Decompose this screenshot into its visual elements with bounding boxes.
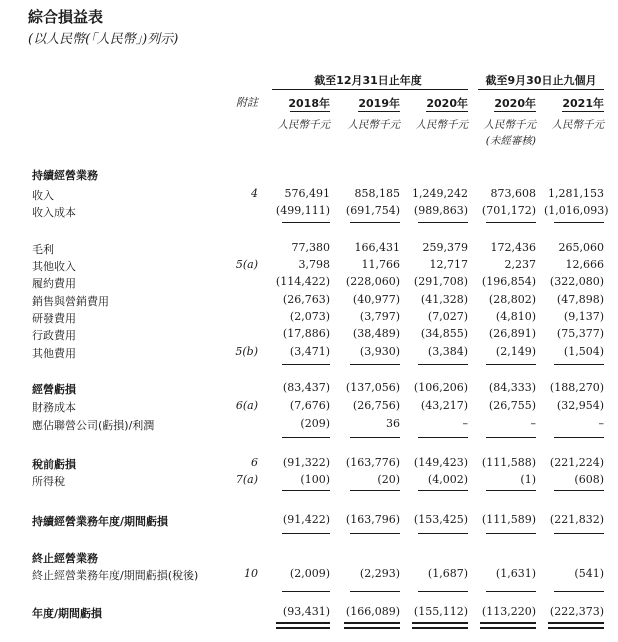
column-year-rule: [426, 111, 468, 112]
subtotal-rule: [418, 364, 468, 365]
total-double-rule: [548, 627, 604, 629]
row-value: (111,588): [481, 456, 536, 469]
total-double-rule: [276, 627, 330, 629]
subtotal-rule: [350, 591, 400, 592]
column-year-rule: [562, 111, 604, 112]
row-value: (209): [300, 417, 330, 430]
row-value: –: [462, 417, 468, 430]
row-value: 873,608: [490, 187, 536, 200]
subtotal-rule: [418, 437, 468, 438]
table-row: [0, 399, 618, 415]
subtotal-rule: [486, 437, 536, 438]
row-label: 終止經營業務: [32, 552, 98, 565]
column-unit-3: 人民幣千元: [415, 119, 468, 131]
total-double-rule: [412, 622, 468, 624]
row-label: 所得稅: [32, 475, 65, 488]
row-value: (28,802): [488, 293, 536, 306]
row-value: (4,810): [495, 310, 536, 323]
column-unaudited-note: (未經審核): [485, 135, 536, 147]
row-label: 研發費用: [32, 312, 76, 325]
row-label: 稅前虧損: [32, 458, 76, 471]
row-note: 4: [251, 187, 258, 200]
row-label: 財務成本: [32, 401, 76, 414]
row-label: 收入成本: [32, 206, 76, 219]
row-value: (41,328): [420, 293, 468, 306]
total-double-rule: [412, 627, 468, 629]
row-label: 應佔聯營公司(虧損)/利潤: [32, 419, 155, 432]
subtotal-rule: [418, 591, 468, 592]
row-value: (2,293): [359, 567, 400, 580]
table-row: [0, 381, 618, 397]
row-value: (221,832): [549, 513, 604, 526]
row-value: (83,437): [282, 381, 330, 394]
row-value: (3,471): [289, 345, 330, 358]
row-note: 7(a): [235, 473, 258, 486]
row-label: 年度/期間虧損: [32, 607, 103, 620]
row-value: (155,112): [413, 605, 468, 618]
subtotal-rule: [282, 364, 330, 365]
column-year-2: 2019年: [358, 97, 400, 110]
row-value: 1,281,153: [548, 187, 604, 200]
row-value: (322,080): [549, 275, 604, 288]
row-value: 172,436: [490, 241, 536, 254]
row-value: (32,954): [556, 399, 604, 412]
row-value: (188,270): [549, 381, 604, 394]
row-value: (26,755): [488, 399, 536, 412]
row-value: 259,379: [422, 241, 468, 254]
row-label: 行政費用: [32, 329, 76, 342]
row-value: (2,073): [289, 310, 330, 323]
row-label: 收入: [32, 189, 54, 202]
row-label: 終止經營業務年度/期間虧損(稅後): [32, 569, 199, 582]
row-value: (1,016,093): [544, 204, 609, 217]
row-value: 11,766: [361, 258, 400, 271]
row-value: 576,491: [284, 187, 330, 200]
row-label: 其他收入: [32, 260, 76, 273]
subtotal-rule: [418, 222, 468, 223]
table-row: [0, 327, 618, 343]
table-row: [0, 275, 618, 291]
row-value: 12,717: [429, 258, 468, 271]
table-row: [0, 187, 618, 203]
row-value: (163,796): [345, 513, 400, 526]
row-value: (1,504): [563, 345, 604, 358]
column-unit-4: 人民幣千元: [483, 119, 536, 131]
table-row: [0, 345, 618, 361]
table-row: [0, 567, 618, 583]
row-value: (47,898): [556, 293, 604, 306]
group-header-ninemonth: 截至9月30日止九個月: [485, 74, 597, 87]
column-unit-1: 人民幣千元: [277, 119, 330, 131]
table-row: [0, 456, 618, 472]
row-value: (91,322): [282, 456, 330, 469]
table-row: [0, 513, 618, 529]
row-value: (9,137): [563, 310, 604, 323]
table-row: [0, 258, 618, 274]
row-value: 3,798: [298, 258, 330, 271]
column-unit-5: 人民幣千元: [551, 119, 604, 131]
group-header-ninemonth-rule: [478, 89, 604, 90]
row-label: 其他費用: [32, 347, 76, 360]
row-value: (93,431): [282, 605, 330, 618]
row-value: (153,425): [413, 513, 468, 526]
row-value: (989,863): [413, 204, 468, 217]
row-value: (1,687): [427, 567, 468, 580]
row-label: 銷售與營銷費用: [32, 295, 109, 308]
row-note: 10: [244, 567, 258, 580]
subtotal-rule: [486, 490, 536, 491]
subtotal-rule: [282, 533, 330, 534]
row-value: 77,380: [291, 241, 330, 254]
subtotal-rule: [350, 437, 400, 438]
subtotal-rule: [350, 364, 400, 365]
total-double-rule: [276, 622, 330, 624]
row-value: (149,423): [413, 456, 468, 469]
row-value: (111,589): [481, 513, 536, 526]
row-value: (113,220): [481, 605, 536, 618]
row-value: 2,237: [504, 258, 536, 271]
row-value: (38,489): [352, 327, 400, 340]
row-value: (26,756): [352, 399, 400, 412]
subtotal-rule: [486, 364, 536, 365]
subtotal-rule: [282, 490, 330, 491]
statement-subtitle: (以人民幣(「人民幣」)列示): [28, 32, 179, 47]
column-unit-2: 人民幣千元: [347, 119, 400, 131]
column-year-rule: [358, 111, 400, 112]
row-value: (75,377): [556, 327, 604, 340]
subtotal-rule: [554, 490, 604, 491]
row-value: (26,891): [488, 327, 536, 340]
subtotal-rule: [486, 591, 536, 592]
group-header-year: 截至12月31日止年度: [314, 74, 422, 87]
subtotal-rule: [486, 533, 536, 534]
subtotal-rule: [554, 222, 604, 223]
subtotal-rule: [282, 591, 330, 592]
column-year-rule: [494, 111, 536, 112]
row-value: (163,776): [345, 456, 400, 469]
row-value: (2,149): [495, 345, 536, 358]
subtotal-rule: [554, 437, 604, 438]
row-value: (701,172): [481, 204, 536, 217]
subtotal-rule: [282, 437, 330, 438]
row-value: (1): [520, 473, 536, 486]
table-row: [0, 417, 618, 433]
row-value: (222,373): [549, 605, 604, 618]
row-label: 持續經營業務年度/期間虧損: [32, 515, 169, 528]
column-year-1: 2018年: [288, 97, 330, 110]
subtotal-rule: [350, 490, 400, 491]
row-label: 履約費用: [32, 277, 76, 290]
row-value: (100): [300, 473, 330, 486]
subtotal-rule: [554, 591, 604, 592]
total-double-rule: [480, 627, 536, 629]
row-value: (106,206): [413, 381, 468, 394]
row-value: –: [598, 417, 604, 430]
row-value: (7,027): [427, 310, 468, 323]
row-value: (34,855): [420, 327, 468, 340]
row-value: 36: [386, 417, 400, 430]
total-double-rule: [344, 627, 400, 629]
row-label: 毛利: [32, 243, 54, 256]
row-value: (196,854): [481, 275, 536, 288]
total-double-rule: [480, 622, 536, 624]
table-row: [0, 293, 618, 309]
row-label: 經營虧損: [32, 383, 76, 396]
row-value: (608): [574, 473, 604, 486]
row-value: (3,930): [359, 345, 400, 358]
row-value: 858,185: [354, 187, 400, 200]
total-double-rule: [344, 622, 400, 624]
row-value: 265,060: [558, 241, 604, 254]
row-note: 6(a): [235, 399, 258, 412]
row-label: 持續經營業務: [32, 169, 98, 182]
row-value: 12,666: [565, 258, 604, 271]
row-value: (137,056): [345, 381, 400, 394]
row-value: (40,977): [352, 293, 400, 306]
column-year-5: 2021年: [562, 97, 604, 110]
column-year-3: 2020年: [426, 97, 468, 110]
row-value: (114,422): [275, 275, 330, 288]
subtotal-rule: [350, 533, 400, 534]
row-value: (26,763): [282, 293, 330, 306]
subtotal-rule: [486, 222, 536, 223]
row-note: 5(b): [235, 345, 258, 358]
row-value: (166,089): [345, 605, 400, 618]
row-value: –: [530, 417, 536, 430]
row-value: (291,708): [413, 275, 468, 288]
row-value: (4,002): [427, 473, 468, 486]
row-value: (3,384): [427, 345, 468, 358]
table-row: [0, 605, 618, 621]
row-value: (221,224): [549, 456, 604, 469]
column-year-rule: [290, 111, 330, 112]
subtotal-rule: [418, 490, 468, 491]
statement-title: 綜合損益表: [28, 8, 104, 26]
row-value: (228,060): [345, 275, 400, 288]
table-row: [0, 167, 618, 183]
total-double-rule: [548, 622, 604, 624]
row-value: (84,333): [488, 381, 536, 394]
row-value: (499,111): [275, 204, 330, 217]
subtotal-rule: [282, 222, 330, 223]
row-value: (1,631): [495, 567, 536, 580]
row-value: (541): [574, 567, 604, 580]
row-value: 1,249,242: [412, 187, 468, 200]
row-value: 166,431: [354, 241, 400, 254]
column-year-4: 2020年: [494, 97, 536, 110]
subtotal-rule: [418, 533, 468, 534]
row-note: 6: [251, 456, 258, 469]
table-row: [0, 310, 618, 326]
row-value: (691,754): [345, 204, 400, 217]
table-row: [0, 204, 618, 220]
table-row: [0, 241, 618, 257]
row-note: 5(a): [235, 258, 258, 271]
subtotal-rule: [554, 533, 604, 534]
subtotal-rule: [554, 364, 604, 365]
subtotal-rule: [350, 222, 400, 223]
row-value: (2,009): [289, 567, 330, 580]
row-value: (91,422): [282, 513, 330, 526]
row-value: (7,676): [289, 399, 330, 412]
row-value: (3,797): [359, 310, 400, 323]
row-value: (20): [377, 473, 400, 486]
row-value: (43,217): [420, 399, 468, 412]
row-value: (17,886): [282, 327, 330, 340]
group-header-year-rule: [272, 89, 468, 90]
note-column-header: 附註: [236, 96, 258, 109]
table-row: [0, 550, 618, 566]
table-row: [0, 473, 618, 489]
